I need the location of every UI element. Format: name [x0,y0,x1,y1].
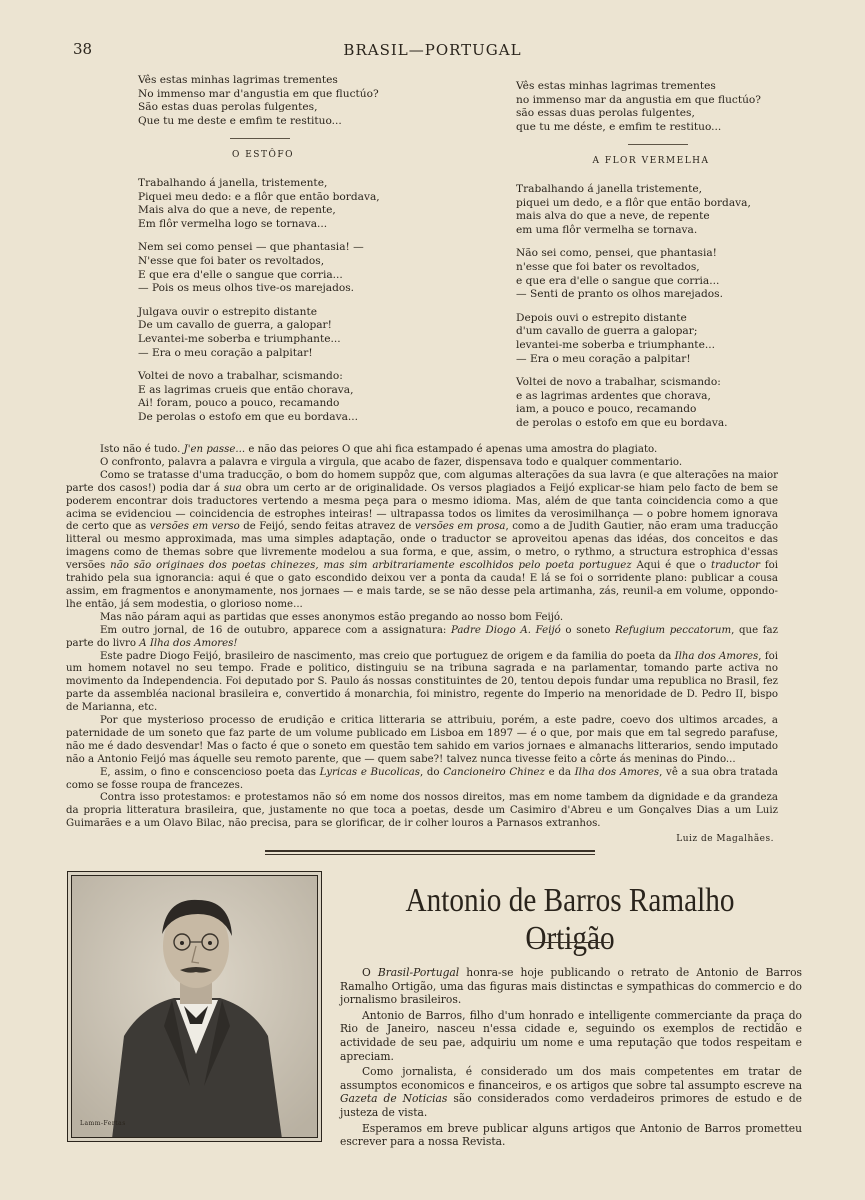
verse-line: levantei-me soberba e triumphante... [516,338,715,351]
verse-line: Que tu me deste e emfim te restituo... [138,114,342,127]
verse-line: Não sei como, pensei, que phantasia! [516,247,717,260]
verse-line: Em flôr vermelha logo se tornava... [138,217,328,230]
verse-line: — Senti de pranto os olhos marejados. [516,288,723,301]
prose-paragraph: O confronto, palavra a palavra e virgula a virgula, que acabo de fazer, dispensava todo e qualquer commentario. [100,456,683,468]
stanza-left-3 [138,306,388,360]
verse-line: e que era d'elle o sangue que corria... [516,274,720,287]
prose-paragraph: E, assim, o fino e conscencioso poeta das Lyricas e Bucolicas, do Cancioneiro Chinez e da Ilha dos Amores, vê a sua obra tratada como se fosse roupa de francezes. [66,766,778,791]
verse-line: piquei um dedo, e a flôr que então bordava, [516,196,751,209]
verse-line: De um cavallo de guerra, a galopar! [138,319,332,332]
verse-line: Voltei de novo a trabalhar, scismando: [138,370,343,383]
prose-paragraphs [66,444,778,831]
bio-title-rule [530,942,610,943]
verse-line: Vês estas minhas lagrimas trementes [516,80,716,92]
verse-line: de perolas o estofo em que eu bordava. [516,416,728,429]
poem-left-column [138,74,388,434]
bio-title: Antonio de Barros Ramalho Ortigão [405,882,735,957]
prose-paragraph: Isto não é tudo. J'en passe... e não das peiores O que ahi fica estampado é apenas uma amostra do plagiato. [100,444,658,455]
commentary-prose [66,444,778,846]
verse-line: De perolas o estofo em que eu bordava... [138,410,358,423]
portrait-illustration [72,876,318,1138]
section-divider [265,850,595,852]
portrait-photo [71,875,318,1138]
stanza-left-4 [138,370,388,424]
stanza-right-3 [516,312,786,366]
stanza-right-1 [516,183,786,237]
verse-line: e as lagrimas ardentes que chorava, [516,389,711,402]
verse-line: iam, a pouco e pouco, recamando [516,403,697,416]
prose-paragraph: Contra isso protestamos: e protestamos não só em nome dos nossos direitos, mas em nome tambem da dignidade e da grandeza da propria litteratura brasileira, que, justamente no que toca a poetas, desde um Casimiro d'Abreu e um Gonçalves Dias a um Luiz Guimarães e a um Olavo Bilac, não precisa, para se glorificar, de ir colher louros a Parnasos extranhos. [66,792,778,830]
prose-paragraph: Como se tratasse d'uma traducção, o bom do homem suppôz que, com algumas alterações da sua lavra (e que alterações na maior parte dos casos!) podia dar á sua obra um certo ar de originalidade. Os versos plagiados a Feijó explicar-se hiam pelo facto de bem se poderem encontrar dois traductores vertendo a mesma peça para o mesmo idioma. Mas, além de que tanta coincidencia como a que acima se evidenciou — coincidencia de estrophes inteiras! — ultrapassa todos os limites da verosimilhança — o pobre homem ignorava de certo que as versões em verso de Feijó, sendo feitas atravez de versões em prosa, como a de Judith Gautier, não eram uma traducção litteral ou mesmo approximada, mas uma simples adaptação, onde o traductor se aproveitou apenas das idéas, dos conceitos e das imagens como de themas sobre que livremente modelou a sua forma, e que, assim, o metro, o rythmo, a structura estrophica d'essas versões não são originaes dos poetas chinezes, mas sim arbitrariamente escolhidos pelo poeta portuguez Aqui é que o traductor foi trahido pela sua ignorancia: aqui é que o gato escondido deixou ver a ponta da cauda! E lá se foi o sorridente plano: publicar a cousa assim, em fragmentos e anonymamente, nos jornaes — e mais tarde, se se não desse pela artimanha, zás, reunil-a em volume, oppondo-lhe então, já sem modestia, o glorioso nome... [66,469,779,610]
verse-line: Vês estas minhas lagrimas trementes [138,74,338,86]
verse-line: N'esse que foi bater os revoltados, [138,254,325,267]
verse-line: n'esse que foi bater os revoltados, [516,260,700,273]
verse-line: Mais alva do que a neve, de repente, [138,204,336,217]
stanza-left-2 [138,241,388,295]
prose-paragraph: Este padre Diogo Feijó, brasileiro de nascimento, mas creio que portuguez de origem e da familia do poeta da Ilha dos Amores, foi um homem notavel no seu tempo. Frade e politico, distinguiu se na tribuna sagrada e na parlamentar, tomando parte activa no movimento da Independencia. Foi deputado por S. Paulo ás nossas constituintes de 20, tentou depois fundar uma republica no Brasil, fez parte da assembléa nacional brasileira e, convertido á monarchia, foi ministro, regente do Imperio na menoridade de D. Pedro II, bispo de Marianna, etc. [66,650,779,714]
verse-line: Ai! foram, pouco a pouco, recamando [138,397,340,410]
verse-line: são essas duas perolas fulgentes, [516,107,695,120]
verse-line: no immenso mar da angustia em que fluctúo? [516,93,761,106]
stanza-right-4 [516,376,786,430]
verse-line: que tu me déste, e emfim te restituo... [516,120,722,133]
verse-line: No immenso mar d'angustia em que fluctúo? [138,87,379,100]
verse-line: Voltei de novo a trabalhar, scismando: [516,376,721,389]
verse-line: — Pois os meus olhos tive-os marejados. [138,282,355,295]
verse-line: Depois ouvi o estrepito distante [516,311,687,324]
divider [230,138,290,139]
stanza-left-1 [138,177,388,231]
bio-text [340,966,802,1151]
portrait-frame [67,871,322,1142]
intro-stanza-left [138,74,388,128]
poem-heading-right: A FLOR VERMELHA [592,156,710,167]
prose-paragraph: Por que mysterioso processo de erudição e critica litteraria se attribuiu, porém, a este padre, coevo dos ultimos arcades, a paternidade de um soneto que faz parte de um volume publicado em Lisboa em 1897 — é o que, por mais que em tal segredo parafuse, não me é dado desvendar! Mas o facto é que o soneto em questão tem sahido em varios jornaes e almanachs litterarios, sendo imputado não a Antonio Feijó mas áquelle seu remoto parente, que — quem sabe?! talvez nunca tivesse feito a côrte ás meninas do Pindo... [66,715,778,765]
signature: Luiz de Magalhães. [676,834,774,845]
verse-line: d'um cavallo de guerra a galopar; [516,325,698,338]
verse-line: em uma flôr vermelha se tornava. [516,223,698,236]
verse-line: E as lagrimas crueis que então chorava, [138,383,354,396]
verse-line: Julgava ouvir o estrepito distante [138,305,317,318]
stanza-right-2 [516,247,786,301]
verse-line: Nem sei como pensei — que phantasia! — [138,241,364,254]
prose-paragraph: Em outro jornal, de 16 de outubro, apparece com a assignatura: Padre Diogo A. Feijó o soneto Refugium peccatorum, que faz parte do livro A Ilha dos Amores! [66,624,778,649]
bio-paragraph: Antonio de Barros, filho d'um honrado e intelligente commerciante da praça do Rio de Janeiro, nasceu n'essa cidade e, seguindo os exemplos de rectidão e actividade de seu pae, adquiriu um nome e uma reputação que todos respeitam e apreciam. [340,1008,802,1063]
page-number: 38 [73,40,93,58]
bio-paragraph: Esperamos em breve publicar alguns artigos que Antonio de Barros prometteu escrever para a nossa Revista. [340,1121,802,1149]
verse-line: — Era o meu coração a palpitar! [516,352,691,365]
verse-line: mais alva do que a neve, de repente [516,210,710,223]
photo-credit: Lamm-Fertas [80,1120,126,1127]
verse-line: Trabalhando á janella tristemente, [516,182,702,195]
verse-line: — Era o meu coração a palpitar! [138,346,313,359]
poem-heading-left: O ESTÔFO [232,150,294,161]
verse-line: E que era d'elle o sangue que corria... [138,268,343,281]
prose-paragraph: Mas não páram aqui as partidas que esses anonymos estão pregando ao nosso bom Feijó. [100,611,564,623]
verse-line: Trabalhando á janella, tristemente, [138,176,328,189]
verse-line: Piquei meu dedo: e a flôr que então bordava, [138,190,380,203]
bio-paragraph: O Brasil-Portugal honra-se hoje publicando o retrato de Antonio de Barros Ramalho Ortigão, uma das figuras mais distinctas e sympathicas do commercio e do jornalismo brasileiros. [340,966,802,1007]
running-title: BRASIL—PORTUGAL [343,41,522,59]
intro-stanza-right [516,80,786,134]
bio-paragraph: Como jornalista, é considerado um dos mais competentes em tratar de assumptos economicos e financeiros, e os artigos que sobre tal assumpto escreve na Gazeta de Noticias são considerados como verdadeiros primores de estudo e de justeza de vista. [340,1065,802,1119]
verse-line: São estas duas perolas fulgentes, [138,101,318,114]
verse-line: Levantei-me soberba e triumphante... [138,332,341,345]
poem-right-column [516,80,786,440]
section-divider-thin [265,854,595,855]
divider [628,144,688,145]
